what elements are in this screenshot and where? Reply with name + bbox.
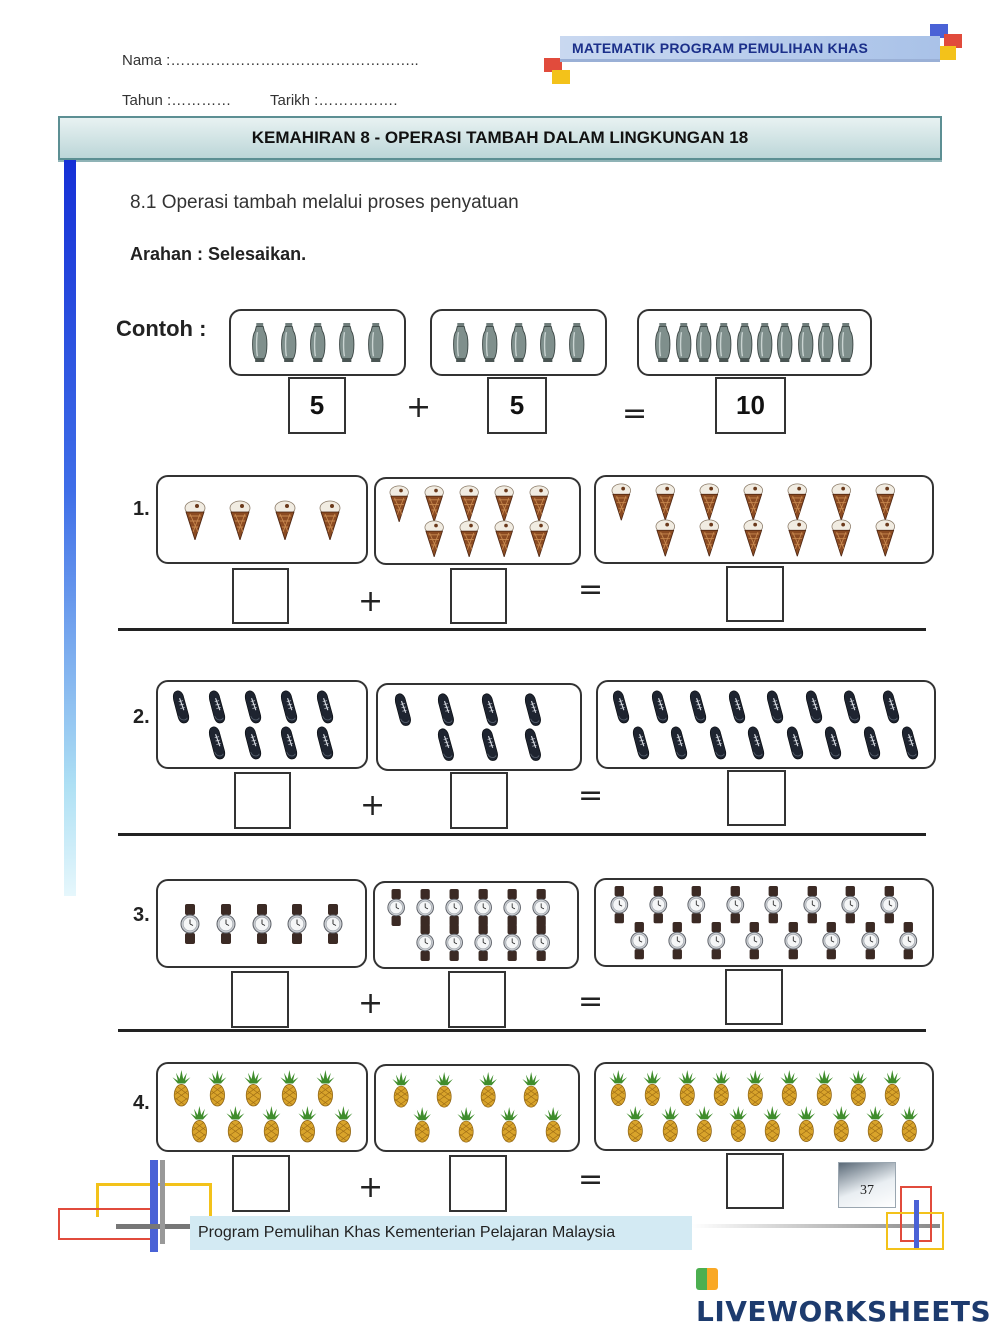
wristwatch-icon <box>251 904 273 944</box>
pineapple-icon <box>677 1070 698 1107</box>
pineapple-icon <box>694 1106 715 1143</box>
q2-total-answer-box[interactable] <box>727 770 786 826</box>
vase-icon <box>479 323 500 362</box>
ice-cream-cone-icon <box>699 519 720 556</box>
wristwatch-icon <box>531 889 551 926</box>
ice-cream-cone-icon <box>529 485 549 522</box>
footer-program-label: Program Pemulihan Khas Kementerian Pelajaran Malaysia <box>190 1216 692 1250</box>
pineapple-icon <box>779 1070 800 1107</box>
pineapple-icon <box>831 1106 852 1143</box>
ice-cream-cone-icon <box>319 500 341 540</box>
pineapple-icon <box>711 1070 732 1107</box>
shoe-icon <box>480 691 500 728</box>
pineapple-icon <box>814 1070 835 1107</box>
shoe-icon <box>900 724 921 761</box>
pineapple-icon <box>279 1070 300 1108</box>
q3-right-answer-box[interactable] <box>448 971 506 1028</box>
vase-icon <box>249 323 270 362</box>
shoe-icon <box>315 688 336 725</box>
q2-plus-sign: + <box>360 788 386 823</box>
ice-cream-cone-icon <box>459 520 479 557</box>
pineapple-icon <box>171 1070 192 1108</box>
ice-cream-cone-icon <box>229 500 251 540</box>
q1-equals-sign: = <box>578 572 604 607</box>
shoe-icon <box>243 688 264 725</box>
footer-decor-bar-blue-right <box>914 1200 919 1248</box>
pineapple-icon <box>608 1070 629 1107</box>
q4-total-group <box>594 1062 934 1151</box>
shoe-icon <box>207 688 228 725</box>
pineapple-icon <box>225 1106 246 1144</box>
liveworksheets-icon <box>696 1268 718 1290</box>
ice-cream-cone-icon <box>787 483 808 520</box>
shoe-icon <box>862 724 883 761</box>
q1-left-answer-box[interactable] <box>232 568 289 624</box>
q3-divider <box>118 1029 926 1032</box>
ice-cream-cone-icon <box>529 520 549 557</box>
shoe-icon <box>804 688 825 725</box>
q4-total-answer-box[interactable] <box>726 1153 784 1209</box>
liveworksheets-logo[interactable] <box>696 1262 1000 1328</box>
q3-total-group <box>594 878 934 967</box>
pineapple-icon <box>625 1106 646 1143</box>
shoe-icon <box>688 688 709 725</box>
question-4-number: 4. <box>133 1092 150 1114</box>
vase-icon <box>795 323 816 362</box>
q1-left-group <box>156 475 368 564</box>
pineapple-icon <box>899 1106 920 1143</box>
q4-left-group <box>156 1062 368 1152</box>
shoe-icon <box>669 724 690 761</box>
q3-total-answer-box[interactable] <box>725 969 783 1025</box>
q1-plus-sign: + <box>358 584 384 619</box>
example-plus-sign: + <box>406 390 432 425</box>
example-total-answer: 10 <box>715 377 786 434</box>
shoe-icon <box>315 724 336 761</box>
decor-square-yellow-2 <box>938 46 956 60</box>
ice-cream-cone-icon <box>831 483 852 520</box>
shoe-icon <box>631 724 652 761</box>
pineapple-icon <box>434 1072 454 1109</box>
shoe-icon <box>746 724 767 761</box>
ice-cream-cone-icon <box>875 519 896 556</box>
topic-title-bar: KEMAHIRAN 8 - OPERASI TAMBAH DALAM LINGKUNGAN 18 <box>58 116 942 160</box>
pineapple-icon <box>261 1106 282 1144</box>
ice-cream-cone-icon <box>743 483 764 520</box>
pineapple-icon <box>796 1106 817 1143</box>
wristwatch-icon <box>860 922 881 959</box>
ice-cream-cone-icon <box>655 483 676 520</box>
vase-icon <box>835 323 856 362</box>
ice-cream-cone-icon <box>875 483 896 520</box>
wristwatch-icon <box>821 922 842 959</box>
footer-decor-line-grey-vertical <box>160 1160 165 1244</box>
ice-cream-cone-icon <box>831 519 852 556</box>
ice-cream-cone-icon <box>743 519 764 556</box>
pineapple-icon <box>642 1070 663 1107</box>
vase-icon <box>754 323 775 362</box>
shoe-icon <box>243 724 264 761</box>
ice-cream-cone-icon <box>389 485 409 522</box>
example-equals-sign: = <box>622 396 648 431</box>
q2-right-answer-box[interactable] <box>450 772 508 829</box>
wristwatch-icon <box>725 886 746 923</box>
side-stripe <box>64 160 76 896</box>
vase-icon <box>652 323 673 362</box>
vase-icon <box>815 323 836 362</box>
ice-cream-cone-icon <box>494 520 514 557</box>
shoe-icon <box>842 688 863 725</box>
pineapple-icon <box>745 1070 766 1107</box>
instruction-text: Arahan : Selesaikan. <box>130 244 307 264</box>
shoe-icon <box>727 688 748 725</box>
shoe-icon <box>785 724 806 761</box>
pineapple-icon <box>333 1106 354 1144</box>
wristwatch-icon <box>686 886 707 923</box>
q2-left-answer-box[interactable] <box>234 772 291 829</box>
shoe-icon <box>279 688 300 725</box>
vase-icon <box>307 323 328 362</box>
wristwatch-icon <box>879 886 900 923</box>
q1-total-answer-box[interactable] <box>726 566 784 622</box>
vase-icon <box>278 323 299 362</box>
ice-cream-cone-icon <box>184 500 206 540</box>
shoe-icon <box>765 688 786 725</box>
shoe-icon <box>523 691 543 728</box>
wristwatch-icon <box>444 924 464 961</box>
pineapple-icon <box>728 1106 749 1143</box>
shoe-icon <box>650 688 671 725</box>
shoe-icon <box>611 688 632 725</box>
wristwatch-icon <box>531 924 551 961</box>
shoe-icon <box>823 724 844 761</box>
ice-cream-cone-icon <box>424 520 444 557</box>
vase-icon <box>336 323 357 362</box>
wristwatch-icon <box>386 889 406 926</box>
question-3-number: 3. <box>133 904 150 926</box>
q2-total-group <box>596 680 936 769</box>
wristwatch-icon <box>322 904 344 944</box>
q3-equals-sign: = <box>578 984 604 1019</box>
year-field[interactable]: Tahun :………… <box>122 92 232 109</box>
shoe-icon <box>171 688 192 725</box>
pineapple-icon <box>412 1107 432 1144</box>
wristwatch-icon <box>609 886 630 923</box>
wristwatch-icon <box>215 904 237 944</box>
q3-left-answer-box[interactable] <box>231 971 289 1028</box>
ice-cream-cone-icon <box>655 519 676 556</box>
q2-right-group <box>376 683 582 771</box>
wristwatch-icon <box>840 886 861 923</box>
wristwatch-icon <box>502 889 522 926</box>
vase-icon <box>713 323 734 362</box>
q1-right-answer-box[interactable] <box>450 568 507 624</box>
pineapple-icon <box>848 1070 869 1107</box>
q4-left-answer-box[interactable] <box>232 1155 290 1212</box>
pineapple-icon <box>521 1072 541 1109</box>
wristwatch-icon <box>473 889 493 926</box>
wristwatch-icon <box>444 889 464 926</box>
wristwatch-icon <box>502 924 522 961</box>
q4-plus-sign: + <box>358 1170 384 1205</box>
example-left-answer: 5 <box>288 377 346 434</box>
ice-cream-cone-icon <box>611 483 632 520</box>
pineapple-icon <box>297 1106 318 1144</box>
wristwatch-icon <box>706 922 727 959</box>
q2-left-group <box>156 680 368 769</box>
wristwatch-icon <box>286 904 308 944</box>
q4-equals-sign: = <box>578 1162 604 1197</box>
wristwatch-icon <box>744 922 765 959</box>
vase-icon <box>450 323 471 362</box>
ice-cream-cone-icon <box>494 485 514 522</box>
pineapple-icon <box>499 1107 519 1144</box>
wristwatch-icon <box>415 924 435 961</box>
vase-icon <box>537 323 558 362</box>
pineapple-icon <box>660 1106 681 1143</box>
vase-icon <box>734 323 755 362</box>
decor-square-yellow <box>552 70 570 84</box>
wristwatch-icon <box>898 922 919 959</box>
vase-icon <box>693 323 714 362</box>
example-left-group <box>229 309 406 376</box>
shoe-icon <box>708 724 729 761</box>
footer-decor-line-grey <box>116 1224 196 1229</box>
date-field[interactable]: Tarikh :……………. <box>270 92 398 109</box>
pineapple-icon <box>243 1070 264 1108</box>
q3-left-group <box>156 879 367 968</box>
shoe-icon <box>436 726 456 763</box>
vase-icon <box>774 323 795 362</box>
ice-cream-cone-icon <box>459 485 479 522</box>
ice-cream-cone-icon <box>787 519 808 556</box>
vase-icon <box>508 323 529 362</box>
shoe-icon <box>480 726 500 763</box>
wristwatch-icon <box>179 904 201 944</box>
shoe-icon <box>436 691 456 728</box>
q1-total-group <box>594 475 934 564</box>
wristwatch-icon <box>629 922 650 959</box>
shoe-icon <box>523 726 543 763</box>
ice-cream-cone-icon <box>274 500 296 540</box>
pineapple-icon <box>882 1070 903 1107</box>
ice-cream-cone-icon <box>699 483 720 520</box>
example-label: Contoh : <box>116 316 207 341</box>
pineapple-icon <box>865 1106 886 1143</box>
q3-right-group <box>373 881 579 969</box>
ice-cream-cone-icon <box>424 485 444 522</box>
wristwatch-icon <box>783 922 804 959</box>
vase-icon <box>673 323 694 362</box>
question-2-number: 2. <box>133 706 150 728</box>
q1-divider <box>118 628 926 631</box>
wristwatch-icon <box>415 889 435 926</box>
footer-decor-bar-blue <box>150 1160 158 1252</box>
wristwatch-icon <box>802 886 823 923</box>
pineapple-icon <box>478 1072 498 1109</box>
q4-right-answer-box[interactable] <box>449 1155 507 1212</box>
pineapple-icon <box>189 1106 210 1144</box>
pineapple-icon <box>315 1070 336 1108</box>
pineapple-icon <box>456 1107 476 1144</box>
example-right-answer: 5 <box>487 377 547 434</box>
liveworksheets-wordmark: LIVEWORKSHEETS <box>696 1295 992 1328</box>
page-number: 37 <box>838 1162 896 1208</box>
vase-icon <box>566 323 587 362</box>
shoe-icon <box>207 724 228 761</box>
q2-divider <box>118 833 926 836</box>
shoe-icon <box>279 724 300 761</box>
shoe-icon <box>393 691 413 728</box>
name-field[interactable]: Nama :………………………………………….. <box>122 52 419 69</box>
pineapple-icon <box>207 1070 228 1108</box>
wristwatch-icon <box>473 924 493 961</box>
example-right-group <box>430 309 607 376</box>
section-subtitle: 8.1 Operasi tambah melalui proses penyatuan <box>130 192 519 213</box>
pineapple-icon <box>391 1072 411 1109</box>
question-1-number: 1. <box>133 498 150 520</box>
program-banner: MATEMATIK PROGRAM PEMULIHAN KHAS <box>560 36 940 62</box>
vase-icon <box>365 323 386 362</box>
wristwatch-icon <box>648 886 669 923</box>
pineapple-icon <box>762 1106 783 1143</box>
q2-equals-sign: = <box>578 778 604 813</box>
shoe-icon <box>881 688 902 725</box>
q4-right-group <box>374 1064 580 1152</box>
q1-right-group <box>374 477 581 565</box>
example-total-group <box>637 309 872 376</box>
wristwatch-icon <box>667 922 688 959</box>
pineapple-icon <box>543 1107 563 1144</box>
wristwatch-icon <box>763 886 784 923</box>
q3-plus-sign: + <box>358 986 384 1021</box>
